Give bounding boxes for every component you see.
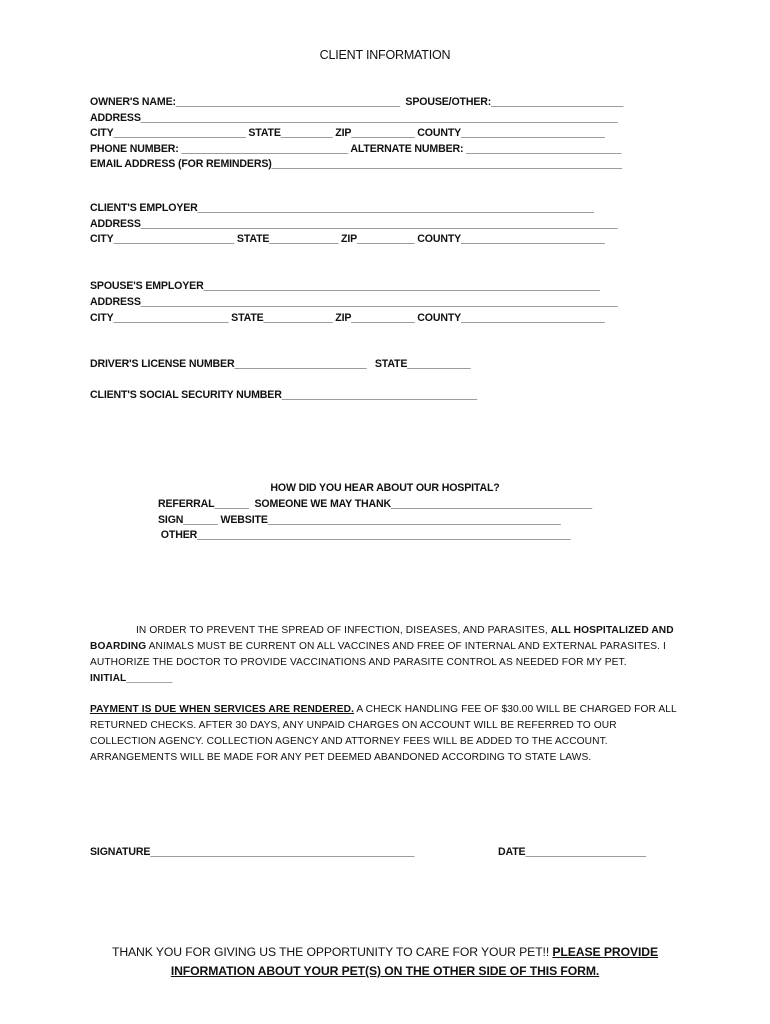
footer-provide: PLEASE PROVIDE — [552, 945, 659, 959]
form-title: CLIENT INFORMATION — [319, 48, 451, 62]
footer-info-other-side: INFORMATION ABOUT YOUR PET(S) ON THE OTHER SIDE OF THIS FORM. — [170, 964, 600, 978]
sign-website-line[interactable]: SIGN______ WEBSITE___________________________________________________ — [158, 514, 561, 526]
date-field[interactable]: DATE_____________________ — [498, 846, 647, 858]
owner-name-line[interactable]: OWNER'S NAME:_______________________________________ SPOUSE/OTHER:_______________________ — [90, 96, 624, 108]
owner-address-line[interactable]: ADDRESS___________________________________________________________________________________ — [90, 112, 618, 124]
signature-field[interactable]: SIGNATURE______________________________________________ — [90, 846, 415, 858]
hear-about-heading: HOW DID YOU HEAR ABOUT OUR HOSPITAL? — [270, 482, 500, 494]
client-employer-line[interactable]: CLIENT'S EMPLOYER_____________________________________________________________________ — [90, 202, 594, 214]
owner-phone-line[interactable]: PHONE NUMBER: _____________________________ ALTERNATE NUMBER: ___________________________ — [90, 143, 622, 155]
initial-field[interactable]: INITIAL________ — [90, 673, 173, 684]
payment-policy-paragraph — [90, 702, 680, 766]
owner-city-line[interactable]: CITY_______________________ STATE_________ ZIP___________ COUNTY_________________________ — [90, 127, 605, 139]
spouse-employer-line[interactable]: SPOUSE'S EMPLOYER_____________________________________________________________________ — [90, 280, 600, 292]
owner-email-line[interactable]: EMAIL ADDRESS (FOR REMINDERS)_____________________________________________________________ — [90, 158, 622, 170]
drivers-license-line[interactable]: DRIVER'S LICENSE NUMBER_______________________ STATE___________ — [90, 358, 471, 370]
ssn-line[interactable]: CLIENT'S SOCIAL SECURITY NUMBER__________________________________ — [90, 389, 477, 401]
client-employer-city-line[interactable]: CITY_____________________ STATE____________ ZIP__________ COUNTY_________________________ — [90, 233, 605, 245]
spouse-employer-city-line[interactable]: CITY____________________ STATE____________ ZIP___________ COUNTY_________________________ — [90, 312, 605, 324]
infection-intro: IN ORDER TO PREVENT THE SPREAD OF INFECTION, DISEASES, AND PARASITES, — [136, 625, 551, 636]
infection-rest: ANIMALS MUST BE CURRENT ON ALL VACCINES AND FREE OF INTERNAL AND EXTERNAL PARASITES. I AUTHORIZE THE DOCTOR TO PROVIDE VACCINATIONS AND PARASITE CONTROL AS NEEDED FOR MY PET. — [90, 641, 666, 668]
referral-line[interactable]: REFERRAL______ SOMEONE WE MAY THANK___________________________________ — [158, 498, 592, 510]
client-employer-address-line[interactable]: ADDRESS___________________________________________________________________________________ — [90, 218, 618, 230]
spouse-employer-address-line[interactable]: ADDRESS___________________________________________________________________________________ — [90, 296, 618, 308]
payment-text: A CHECK HANDLING FEE OF $30.00 WILL BE CHARGED FOR ALL RETURNED CHECKS. AFTER 30 DAYS, ANY UNPAID CHARGES ON ACCOUNT WILL BE REFERRED TO OUR COLLECTION AGENCY. COLLECTION AGENCY AND ATTORNEY FEES WILL BE ADDED TO THE ACCOUNT. ARRANGEMENTS WILL BE MADE FOR ANY PET DEEMED ABANDONED ACCORDING TO STATE LAWS. — [90, 704, 677, 763]
other-line[interactable]: OTHER_________________________________________________________________ — [158, 529, 571, 541]
payment-heading: PAYMENT IS DUE WHEN SERVICES ARE RENDERED. — [90, 704, 355, 715]
footer-thanks: THANK YOU FOR GIVING US THE OPPORTUNITY TO CARE FOR YOUR PET!! — [111, 945, 553, 959]
infection-bold: ALL HOSPITALIZED AND BOARDING — [90, 625, 674, 652]
infection-policy-paragraph — [90, 623, 680, 687]
footer-note — [0, 943, 770, 981]
